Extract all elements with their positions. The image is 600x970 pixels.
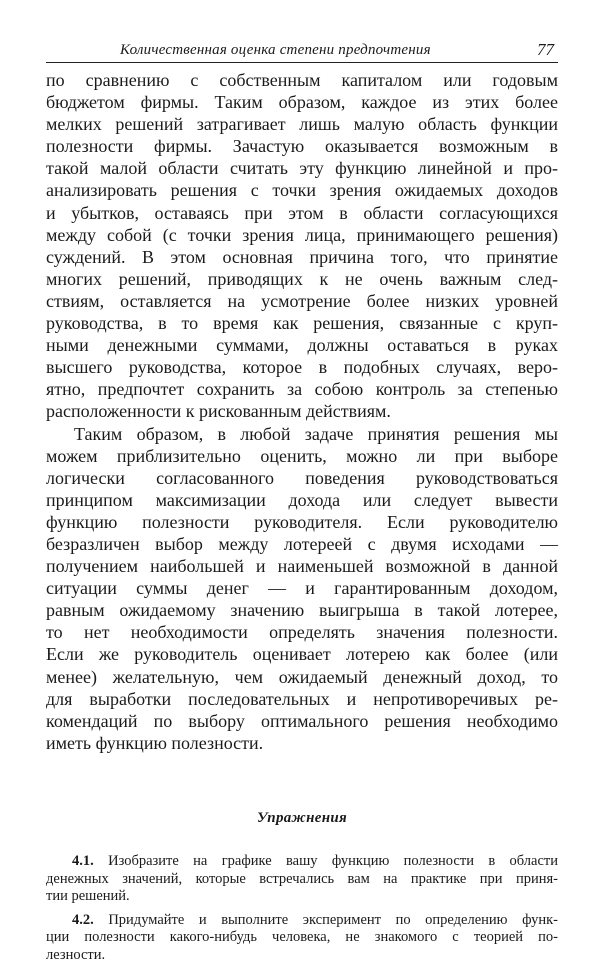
- exercise-item: [46, 853, 558, 906]
- exercise-line: лезности.: [46, 946, 106, 963]
- text-line: иметь функцию полезности.: [46, 732, 264, 753]
- running-title: Количественная оценка степени предпочтения: [120, 42, 431, 58]
- exercise-line: тии решений.: [46, 888, 130, 905]
- exercise-number: 4.1.: [72, 852, 94, 869]
- text-line: для выработки последовательных и непротиворечивых ре-: [46, 688, 558, 709]
- text-line: Если же руководитель оценивает лотерею как более (или: [46, 644, 558, 665]
- text-line: Таким образом, в любой задаче принятия решения мы: [74, 423, 558, 444]
- text-line: безразличен выбор между лотереей с двумя исходами —: [46, 533, 558, 554]
- text-line: менее) желательную, чем ожидаемый денежный доход, то: [46, 666, 558, 687]
- exercise-number: 4.2.: [72, 911, 94, 928]
- text-line: мелких решений затрагивает лишь малую область функции: [46, 114, 558, 135]
- running-head: [46, 36, 558, 63]
- text-line: высшего руководства, которое в подобных случаях, веро-: [46, 357, 558, 378]
- text-line: такой малой области считать эту функцию линейной и про-: [46, 158, 558, 179]
- text-line: между собой (с точки зрения лица, принимающего решения): [46, 224, 558, 245]
- text-line: ятно, предпочтет сохранить за собою контроль за степенью: [46, 379, 558, 400]
- text-line: логически согласованного поведения руководствоваться: [46, 467, 558, 488]
- text-line: бюджетом фирмы. Таким образом, каждое из этих более: [46, 92, 558, 113]
- exercise-line: ции полезности какого-нибудь человека, не знакомого с теорией по-: [46, 929, 558, 946]
- book-page: [46, 36, 558, 970]
- text-line: комендаций по выбору оптимального решения необходимо: [46, 710, 558, 731]
- text-line: ситуации суммы денег — и гарантированным доходом,: [46, 578, 558, 599]
- exercise-line: [46, 853, 558, 871]
- text-line: многих решений, приводящих к не очень важным след-: [46, 268, 558, 289]
- text-line: функцию полезности руководителя. Если руководителю: [46, 511, 558, 532]
- text-line: и убытков, оставаясь при этом в области согласующихся: [46, 202, 558, 223]
- text-line: суждений. В этом основная причина того, что принятие: [46, 246, 558, 267]
- exercises-heading: Упражнения: [256, 809, 348, 826]
- text-line: расположенности к рискованным действиям.: [46, 401, 391, 422]
- text-line: получением наибольшей и наименьшей возможной в данной: [46, 556, 558, 577]
- body-text: [46, 69, 558, 754]
- paragraph-1: [46, 69, 558, 423]
- exercise-item: [46, 912, 558, 965]
- text-line: руководства, в то время как решения, связанные с круп-: [46, 313, 558, 334]
- paragraph-2: [46, 423, 558, 754]
- exercise-line: денежных значений, которые встречались вам на практике при приня-: [46, 870, 558, 887]
- text-line: ствиям, оставляется на усмотрение более низких уровней: [46, 290, 558, 311]
- text-line: принципом максимизации дохода или следует вывести: [46, 489, 558, 510]
- exercise-list: [46, 853, 558, 965]
- text-line: по сравнению с собственным капиталом или годовым: [46, 70, 558, 90]
- exercise-text: Изобразите на графике вашу функцию полезности в области: [93, 852, 558, 869]
- exercise-line: [46, 912, 558, 930]
- text-line: анализировать решения с точки зрения ожидаемых доходов: [46, 180, 558, 201]
- text-line: можем приблизительно оценить, можно ли при выборе: [46, 445, 558, 466]
- text-line: ными денежными суммами, должны оставаться в руках: [46, 335, 558, 356]
- exercise-text: Придумайте и выполните эксперимент по определению функ-: [93, 911, 558, 928]
- text-line: полезности фирмы. Зачастую оказывается возможным в: [46, 136, 558, 157]
- text-line: равным ожидаемому значению выигрыша в такой лотерее,: [46, 600, 558, 621]
- text-line: то нет необходимости определять значения полезности.: [46, 622, 558, 643]
- page-number: 77: [537, 40, 554, 59]
